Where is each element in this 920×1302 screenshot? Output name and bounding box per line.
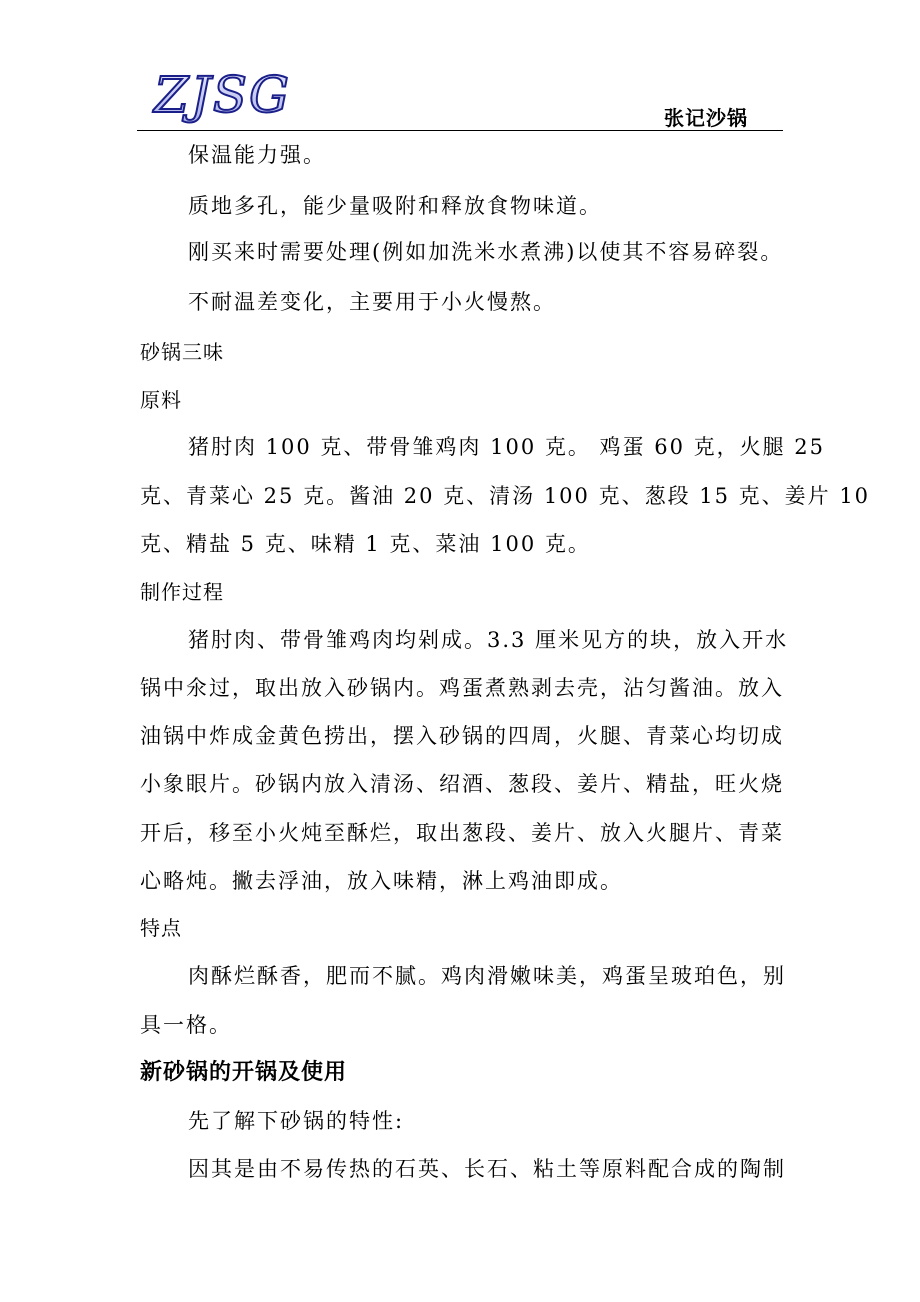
process-line: 小象眼片。砂锅内放入清汤、绍酒、葱段、姜片、精盐，旺火烧 (140, 772, 784, 796)
ingredients-line: 克、青菜心 25 克。酱油 20 克、清汤 100 克、葱段 15 克、姜片 10 (140, 484, 871, 508)
process-line: 开后，移至小火炖至酥烂，取出葱段、姜片、放入火腿片、青菜 (140, 821, 784, 845)
ingredients-heading: 原料 (140, 388, 182, 412)
ingredients-line: 猪肘肉 100 克、带骨雏鸡肉 100 克。 鸡蛋 60 克，火腿 25 (188, 435, 826, 459)
process-line: 锅中氽过，取出放入砂锅内。鸡蛋煮熟剥去壳，沾匀酱油。放入 (140, 676, 784, 700)
section-line: 先了解下砂锅的特性: (188, 1109, 405, 1133)
logo-text: ZJSG (154, 66, 291, 124)
process-line: 心略炖。撇去浮油，放入味精，淋上鸡油即成。 (140, 869, 623, 893)
process-line: 猪肘肉、带骨雏鸡肉均剁成。3.3 厘米见方的块，放入开水 (188, 628, 789, 652)
zjsg-logo (150, 62, 300, 124)
intro-point: 保温能力强。 (188, 143, 326, 167)
recipe-title: 砂锅三味 (140, 340, 224, 364)
ingredients-line: 克、精盐 5 克、味精 1 克、菜油 100 克。 (140, 532, 591, 556)
process-line: 油锅中炸成金黄色捞出，摆入砂锅的四周，火腿、青菜心均切成 (140, 724, 784, 748)
process-heading: 制作过程 (140, 580, 224, 604)
brand-name: 张记沙锅 (664, 106, 748, 130)
intro-point: 不耐温差变化，主要用于小火慢熬。 (188, 290, 556, 314)
intro-point: 质地多孔，能少量吸附和释放食物味道。 (188, 194, 602, 218)
header-divider (137, 130, 783, 131)
section-heading: 新砂锅的开锅及使用 (140, 1060, 348, 1085)
features-heading: 特点 (140, 916, 182, 940)
zjsg-logo-graphic (150, 62, 300, 124)
features-line: 具一格。 (140, 1013, 232, 1037)
intro-point: 刚买来时需要处理(例如加洗米水煮沸)以使其不容易碎裂。 (188, 240, 784, 264)
section-line: 因其是由不易传热的石英、长石、粘土等原料配合成的陶制 (188, 1157, 786, 1181)
page-header (0, 0, 920, 135)
features-line: 肉酥烂酥香，肥而不腻。鸡肉滑嫩味美，鸡蛋呈玻珀色，别 (188, 964, 786, 988)
